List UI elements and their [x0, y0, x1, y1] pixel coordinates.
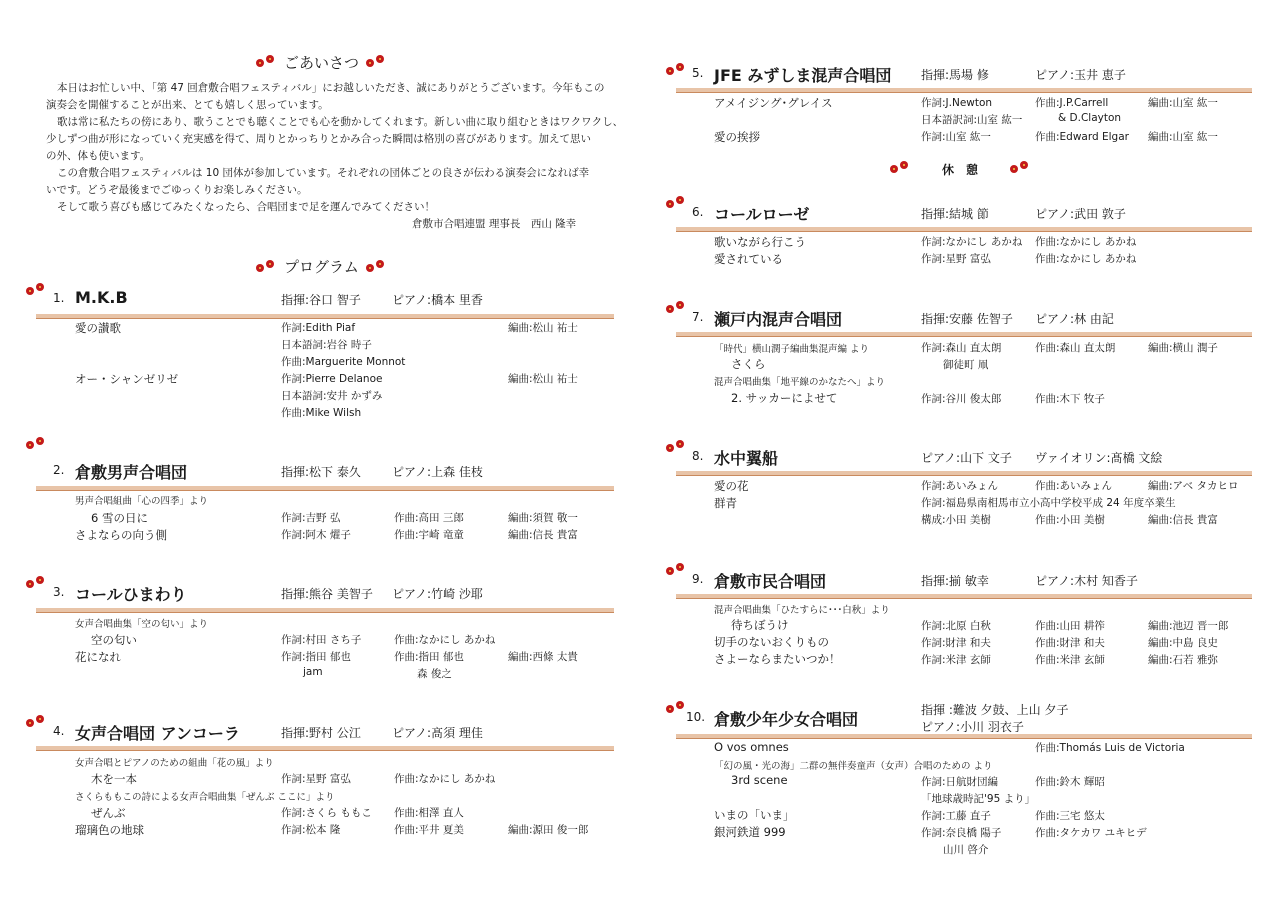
flower-icon: [676, 196, 684, 204]
group-name: コールローゼ: [714, 205, 810, 224]
song-title: 愛の讃歌: [75, 321, 121, 335]
group-name: コールひまわり: [75, 585, 187, 604]
conductor: 指揮:松下 泰久: [281, 465, 361, 479]
flower-icon: [666, 67, 674, 75]
pianist: ピアノ:山下 文子: [921, 451, 1012, 465]
flower-icon: [366, 59, 374, 67]
credit: 作詞:森山 直太朗: [921, 342, 1002, 354]
group-number: 6.: [692, 205, 704, 219]
credit: 作詞:財津 和夫: [921, 637, 991, 649]
flower-icon: [666, 444, 674, 452]
credit: 構成:小田 美樹: [921, 514, 991, 526]
pianist: ピアノ:橋本 里香: [392, 293, 483, 307]
greeting-line: この倉敷合唱フェスティバルは 10 団体が参加しています。それぞれの団体ごとの良さが伝わる演奏会になれば幸: [57, 167, 590, 179]
credit: 編曲:源田 俊一郎: [508, 824, 589, 836]
flower-icon: [26, 287, 34, 295]
flower-icon: [676, 301, 684, 309]
credit: 編曲:松山 祐士: [508, 373, 578, 385]
group-name: 女声合唱団 アンコーラ: [75, 724, 240, 743]
greeting-line: 歌は常に私たちの傍にあり、歌うことでも聴くことでも心を動かしてくれます。新しい曲に取り組むときはワクワクし、: [57, 116, 624, 128]
pianist: ピアノ:武田 敦子: [1035, 207, 1126, 221]
flower-icon: [36, 283, 44, 291]
collection-note: 女声合唱曲集「空の匂い」より: [75, 619, 209, 630]
collection-note: 混声合唱曲集「ひたすらに･･･白秋」より: [714, 605, 890, 616]
credit: 作曲:なかにし あかね: [394, 773, 496, 785]
pianist: ピアノ:木村 知香子: [1035, 574, 1138, 588]
credit: 作詞:工藤 直子: [921, 810, 991, 822]
credit: & D.Clayton: [1058, 112, 1122, 124]
credit: 山川 啓介: [943, 844, 989, 856]
credit: 作曲:相澤 直人: [394, 807, 464, 819]
group-name: JFE みずしま混声合唱団: [714, 66, 892, 85]
credit: 日本語詞:安井 かずみ: [281, 390, 383, 402]
credit: 編曲:西條 太貴: [508, 651, 578, 663]
flower-icon: [376, 260, 384, 268]
credit: 編曲:山室 紘一: [1148, 97, 1218, 109]
credit: 編曲:信長 貴富: [508, 529, 578, 541]
credit: 作曲:Marguerite Monnot: [281, 356, 406, 368]
pianist: ピアノ:髙須 理佳: [392, 726, 483, 740]
credit: 森 俊之: [417, 668, 452, 680]
greeting-heading: ごあいさつ: [284, 54, 360, 72]
greeting-line: 演奏会を開催することが出来、とても嬉しく思っています。: [46, 99, 329, 111]
collection-note: 「幻の風・光の海」二群の無伴奏童声（女声）合唱のための より: [714, 761, 993, 772]
conductor: 指揮:熊谷 美智子: [281, 587, 373, 601]
group-number: 8.: [692, 449, 704, 463]
group-number: 1.: [53, 291, 65, 305]
conductor: 指揮:結城 節: [921, 207, 989, 221]
credit: 作詞:J.Newton: [921, 97, 993, 109]
credit: 作曲:指田 郁也: [394, 651, 464, 663]
divider: [676, 594, 1252, 599]
song-title: 3rd scene: [731, 773, 788, 787]
violinist: ヴァイオリン:髙橋 文絵: [1035, 451, 1163, 465]
flower-icon: [676, 440, 684, 448]
credit: 作曲:Mike Wilsh: [281, 407, 362, 419]
conductor: 指揮:揃 敏幸: [921, 574, 989, 588]
flower-icon: [890, 165, 898, 173]
credit: 日本語訳詞:山室 紘一: [921, 114, 1023, 126]
credit: 作詞:さくら ももこ: [281, 807, 372, 819]
song-title: 2. サッカーによせて: [731, 391, 838, 405]
divider: [676, 332, 1252, 337]
song-title: 愛の挨拶: [714, 130, 760, 144]
divider: [36, 314, 614, 319]
credit: 「地球歳時記'95 より」: [921, 793, 1036, 805]
song-title: O vos omnes: [714, 740, 789, 754]
flower-icon: [36, 437, 44, 445]
credit: 編曲:中島 良史: [1148, 637, 1218, 649]
conductor: 指揮 :難波 夕鼓、上山 夕子: [921, 703, 1069, 717]
greeting-line: いです。どうぞ最後までごゆっくりお楽しみください。: [46, 184, 308, 196]
credit: 日本語詞:岩谷 時子: [281, 339, 372, 351]
flower-icon: [26, 441, 34, 449]
intermission-label: 休 憩: [942, 163, 979, 177]
credit: 作詞:福島県南相馬市立小高中学校平成 24 年度卒業生: [921, 497, 1176, 509]
song-title: さよーならまたいつか！: [714, 652, 841, 666]
song-title: 群青: [714, 496, 737, 510]
divider: [36, 486, 614, 491]
credit: 編曲:松山 祐士: [508, 322, 578, 334]
credit: 編曲:池辺 晋一郎: [1148, 620, 1229, 632]
conductor: 指揮:馬場 修: [921, 68, 989, 82]
credit: 作曲:小田 美樹: [1035, 514, 1105, 526]
song-title: 瑠璃色の地球: [75, 823, 144, 837]
conductor: 指揮:谷口 智子: [281, 293, 361, 307]
credit: 作詞:奈良橋 陽子: [921, 827, 1002, 839]
credit: 御徒町 凧: [943, 359, 989, 371]
flower-icon: [666, 305, 674, 313]
credit: 作曲:鈴木 輝昭: [1035, 776, 1105, 788]
credit: 編曲:山室 紘一: [1148, 131, 1218, 143]
divider: [676, 88, 1252, 93]
flower-icon: [666, 567, 674, 575]
credit: 作曲:三宅 悠太: [1035, 810, 1105, 822]
pianist: ピアノ:竹崎 沙耶: [392, 587, 483, 601]
divider: [676, 471, 1252, 476]
pianist: ピアノ:玉井 恵子: [1035, 68, 1126, 82]
credit: 作詞:日航財団編: [921, 776, 999, 788]
credit: 編曲:横山 潤子: [1148, 342, 1218, 354]
credit: 作曲:Thomás Luis de Victoria: [1035, 742, 1185, 754]
song-title: 空の匂い: [91, 633, 137, 647]
divider: [36, 746, 614, 751]
flower-icon: [26, 580, 34, 588]
credit: 作詞:松本 隆: [281, 824, 341, 836]
flower-icon: [676, 563, 684, 571]
flower-icon: [666, 705, 674, 713]
greeting-line: 少しずつ曲が形になっていく充実感を得て、周りとかっちりとかみ合った瞬間は格別の喜びがあります。加えて思い: [46, 133, 591, 145]
credit: 作詞:指田 郁也: [281, 651, 351, 663]
credit: 作詞:Pierre Delanoe: [281, 373, 383, 385]
flower-icon: [900, 161, 908, 169]
group-name: 水中翼船: [714, 449, 779, 468]
collection-note: 混声合唱曲集「地平線のかなたへ」より: [714, 377, 886, 388]
credit: 作曲:なかにし あかね: [1035, 253, 1137, 265]
flower-icon: [26, 719, 34, 727]
flower-icon: [676, 701, 684, 709]
credit: 編曲:アベ タカヒロ: [1148, 480, 1239, 492]
song-title: 銀河鉄道 999: [714, 825, 786, 839]
song-title: 6 雪の日に: [91, 511, 148, 525]
credit: 作詞:Edith Piaf: [281, 322, 356, 334]
credit: 編曲:須賀 敬一: [508, 512, 578, 524]
pianist: ピアノ:小川 羽衣子: [921, 720, 1024, 734]
flower-icon: [666, 200, 674, 208]
pianist: ピアノ:上森 佳枝: [392, 465, 483, 479]
credit: 作曲:タケカワ ユキヒデ: [1035, 827, 1147, 839]
song-title: 歌いながら行こう: [714, 235, 806, 249]
credit: 作曲:山田 耕筰: [1035, 620, 1105, 632]
greeting-line: の外、体も使います。: [46, 150, 151, 162]
flower-icon: [376, 55, 384, 63]
credit: 作詞:星野 富弘: [921, 253, 991, 265]
flower-icon: [1020, 161, 1028, 169]
credit: 作詞:吉野 弘: [281, 512, 341, 524]
song-title: 待ちぼうけ: [731, 618, 789, 632]
credit: 作曲:森山 直太朗: [1035, 342, 1116, 354]
divider: [676, 227, 1252, 232]
song-title: 花になれ: [75, 650, 121, 664]
group-number: 5.: [692, 66, 704, 80]
credit: 作曲:なかにし あかね: [1035, 236, 1137, 248]
credit: 作曲:米津 玄師: [1035, 654, 1105, 666]
credit: 作曲:あいみょん: [1035, 480, 1113, 492]
credit: 作曲:平井 夏美: [394, 824, 464, 836]
credit: 作詞:星野 富弘: [281, 773, 351, 785]
song-title: アメイジング･グレイス: [714, 96, 833, 110]
flower-icon: [36, 715, 44, 723]
song-title: 切手のないおくりもの: [714, 635, 829, 649]
credit: 作詞:山室 紘一: [921, 131, 991, 143]
group-name: 倉敷市民合唱団: [714, 572, 827, 591]
credit: jam: [303, 666, 323, 678]
greeting-signature: 倉敷市合唱連盟 理事長 西山 隆幸: [412, 218, 577, 230]
group-number: 10.: [686, 710, 706, 724]
credit: 作曲:J.P.Carrell: [1035, 97, 1109, 109]
credit: 編曲:石若 雅弥: [1148, 654, 1218, 666]
greeting-line: そして歌う喜びも感じてみたくなったら、合唱団まで足を運んでみてください！: [57, 201, 435, 213]
group-number: 7.: [692, 310, 704, 324]
credit: 作詞:米津 玄師: [921, 654, 991, 666]
flower-icon: [266, 55, 274, 63]
flower-icon: [36, 576, 44, 584]
song-title: 木を一本: [91, 772, 137, 786]
collection-note: さくらももこの詩による女声合唱曲集「ぜんぶ ここに」より: [75, 792, 335, 803]
credit: 編曲:信長 貴富: [1148, 514, 1218, 526]
credit: 作詞:村田 さち子: [281, 634, 362, 646]
group-number: 2.: [53, 463, 65, 477]
group-number: 4.: [53, 724, 65, 738]
song-title: 愛されている: [714, 252, 783, 266]
divider: [676, 734, 1252, 739]
credit: 作詞:北原 白秋: [921, 620, 991, 632]
credit: 作曲:なかにし あかね: [394, 634, 496, 646]
flower-icon: [266, 260, 274, 268]
song-title: 愛の花: [714, 479, 749, 493]
greeting-line: 本日はお忙しい中、「第 47 回倉敷合唱フェスティバル」にお越しいただき、誠にありがとうございます。今年もこの: [57, 82, 605, 94]
credit: 作詞:阿木 燿子: [281, 529, 351, 541]
song-title: いまの「いま」: [714, 808, 795, 822]
group-number: 3.: [53, 585, 65, 599]
credit: 作詞:谷川 俊太郎: [921, 393, 1002, 405]
flower-icon: [366, 264, 374, 272]
program-heading: プログラム: [284, 258, 359, 276]
credit: 作曲:宇崎 竜童: [394, 529, 464, 541]
credit: 作曲:Edward Elgar: [1035, 131, 1129, 143]
group-name: 瀬戸内混声合唱団: [714, 310, 843, 329]
collection-note: 女声合唱とピアノのための組曲「花の風」より: [75, 758, 274, 769]
flower-icon: [676, 63, 684, 71]
conductor: 指揮:安藤 佐智子: [921, 312, 1013, 326]
flower-icon: [256, 264, 264, 272]
flower-icon: [256, 59, 264, 67]
song-title: オー・シャンゼリゼ: [75, 372, 179, 386]
group-name: 倉敷男声合唱団: [75, 463, 188, 482]
flower-icon: [1010, 165, 1018, 173]
credit: 作曲:財津 和夫: [1035, 637, 1105, 649]
song-title: さよならの向う側: [75, 528, 167, 542]
collection-note: 「時代」横山潤子編曲集混声編 より: [714, 344, 870, 355]
song-title: ぜんぶ: [91, 806, 126, 820]
credit: 作曲:木下 牧子: [1035, 393, 1105, 405]
credit: 作詞:なかにし あかね: [921, 236, 1023, 248]
song-title: さくら: [731, 357, 766, 371]
conductor: 指揮:野村 公江: [281, 726, 361, 740]
credit: 作詞:あいみょん: [921, 480, 999, 492]
credit: 作曲:高田 三郎: [394, 512, 464, 524]
group-name: M.K.B: [75, 288, 128, 307]
divider: [36, 608, 614, 613]
pianist: ピアノ:林 由記: [1035, 312, 1114, 326]
group-number: 9.: [692, 572, 704, 586]
group-name: 倉敷少年少女合唱団: [714, 710, 859, 729]
collection-note: 男声合唱組曲「心の四季」より: [75, 496, 209, 507]
